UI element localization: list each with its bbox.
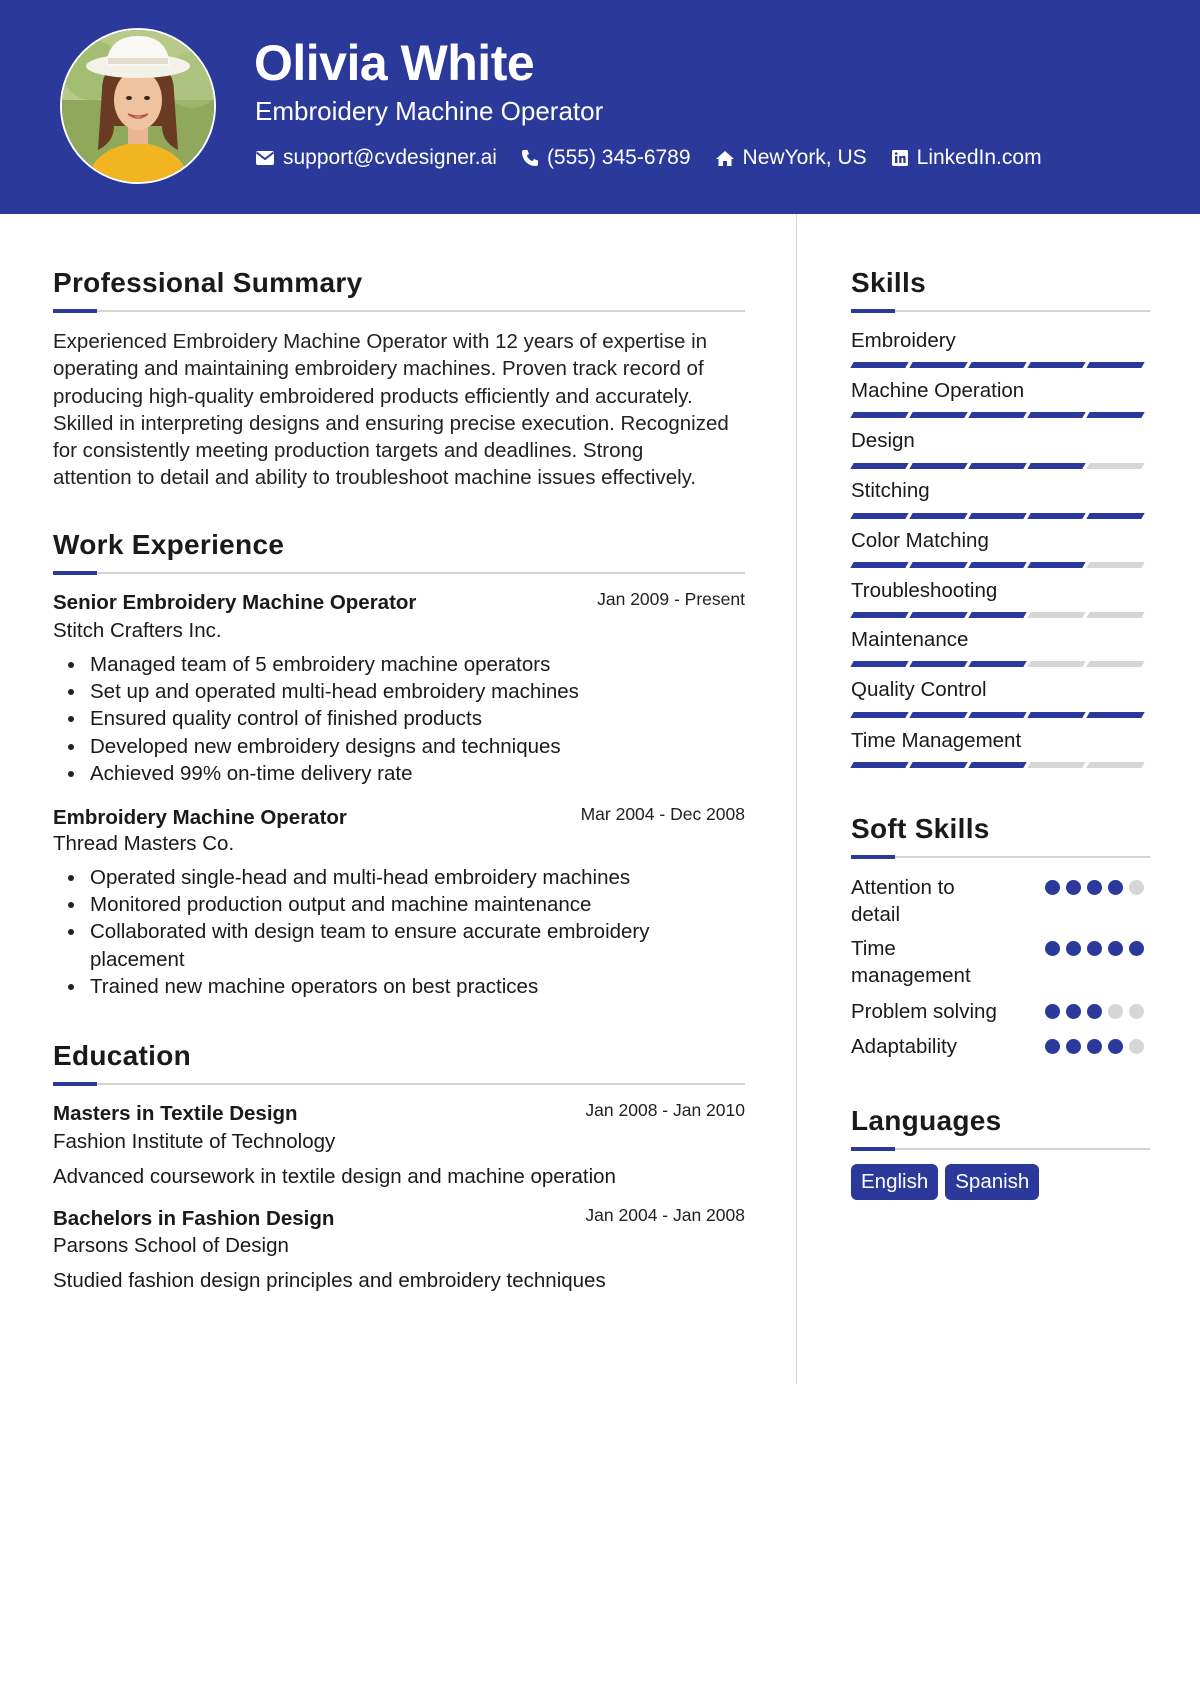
experience-rule: [53, 572, 745, 574]
education-heading: Education: [53, 1040, 192, 1071]
skill-segment: [1027, 762, 1085, 768]
skill-label: Maintenance: [851, 628, 969, 651]
contact-email[interactable]: [255, 146, 497, 170]
skill-segment: [1027, 712, 1085, 718]
school-name: Fashion Institute of Technology: [53, 1130, 336, 1153]
experience-heading: Work Experience: [53, 529, 285, 560]
linkedin-text: LinkedIn.com: [916, 146, 1042, 169]
language-tags: [851, 1164, 1046, 1200]
education-accent: [53, 1082, 97, 1086]
skill-segment: [1086, 562, 1144, 568]
envelope-icon: [255, 150, 275, 166]
skill-meter: [852, 612, 1147, 618]
soft-skill-rating: [1045, 941, 1150, 956]
summary-line: producing high-quality embroidered products efficiently and accurately.: [53, 384, 693, 408]
rating-dot: [1108, 1004, 1123, 1019]
skill-label: Stitching: [851, 479, 930, 502]
soft-skill-label: Time management: [851, 937, 971, 987]
skill-segment: [968, 463, 1026, 469]
rating-dot: [1066, 1004, 1081, 1019]
skill-segment: [1086, 362, 1144, 368]
skill-segment: [850, 412, 908, 418]
resume-header: [0, 0, 1200, 214]
soft-skill-label: Attention to detail: [851, 876, 955, 926]
skill-segment: [968, 762, 1026, 768]
languages-heading: Languages: [851, 1105, 1002, 1136]
skill-segment: [850, 712, 908, 718]
rating-dot: [1087, 1039, 1102, 1054]
skill-segment: [968, 562, 1026, 568]
rating-dot: [1108, 941, 1123, 956]
skill-segment: [968, 513, 1026, 519]
job-bullets: [53, 651, 750, 787]
job-role: Senior Embroidery Machine Operator: [53, 591, 417, 614]
skill-segment: [1027, 612, 1085, 618]
soft-skill-rating: [1045, 880, 1150, 895]
skill-segment: [909, 362, 967, 368]
skill-segment: [909, 412, 967, 418]
rating-dot: [1129, 1039, 1144, 1054]
skill-segment: [1086, 762, 1144, 768]
soft-skills-rule: [851, 856, 1150, 858]
skill-meter: [852, 463, 1147, 469]
soft-skill-rating: [1045, 1004, 1150, 1019]
candidate-title: Embroidery Machine Operator: [255, 96, 604, 126]
language-tag: Spanish: [945, 1164, 1039, 1200]
rating-dot: [1045, 1004, 1060, 1019]
rating-dot: [1087, 941, 1102, 956]
skill-segment: [850, 762, 908, 768]
job-bullet: Managed team of 5 embroidery machine operators: [90, 651, 750, 678]
skill-segment: [968, 612, 1026, 618]
linkedin-icon: [891, 149, 909, 167]
rating-dot: [1045, 941, 1060, 956]
phone-text: (555) 345-6789: [546, 146, 691, 169]
skills-rule: [851, 310, 1150, 312]
contact-info: [255, 146, 1066, 170]
contact-linkedin[interactable]: [891, 146, 1042, 170]
job-dates: Mar 2004 - Dec 2008: [580, 804, 745, 824]
skill-segment: [1027, 362, 1085, 368]
summary-accent: [53, 309, 97, 313]
skill-segment: [968, 712, 1026, 718]
skill-segment: [1027, 412, 1085, 418]
education-entry-header: [53, 1102, 745, 1128]
skill-segment: [1086, 712, 1144, 718]
job-bullets: [53, 864, 720, 1000]
phone-icon: [521, 149, 539, 167]
summary-line: Skilled in interpreting designs and ensuring precise execution. Recognized: [53, 411, 729, 435]
skill-meter: [852, 412, 1147, 418]
job-bullet: Operated single-head and multi-head embroidery machines: [90, 864, 720, 891]
skill-label: Quality Control: [851, 678, 987, 701]
skill-segment: [1027, 463, 1085, 469]
skill-label: Machine Operation: [851, 379, 1025, 402]
skills-heading: Skills: [851, 267, 926, 298]
job-bullet: Monitored production output and machine maintenance: [90, 891, 720, 918]
job-bullet: Trained new machine operators on best practices: [90, 973, 720, 1000]
education-entry-header: [53, 1207, 745, 1233]
skill-segment: [850, 362, 908, 368]
rating-dot: [1066, 1039, 1081, 1054]
skill-segment: [850, 612, 908, 618]
rating-dot: [1045, 1039, 1060, 1054]
skill-meter: [852, 362, 1147, 368]
skill-segment: [850, 562, 908, 568]
email-text: support@cvdesigner.ai: [283, 146, 497, 169]
skill-segment: [909, 762, 967, 768]
job-company: Stitch Crafters Inc.: [53, 619, 222, 642]
skill-meter: [852, 513, 1147, 519]
skill-segment: [1086, 661, 1144, 667]
skill-segment: [909, 463, 967, 469]
rating-dot: [1129, 880, 1144, 895]
job-bullet: Collaborated with design team to ensure accurate embroidery placement: [90, 918, 720, 972]
language-tag: English: [851, 1164, 938, 1200]
skill-segment: [968, 412, 1026, 418]
education-rule: [53, 1083, 745, 1085]
skill-segment: [850, 513, 908, 519]
skill-segment: [1027, 513, 1085, 519]
avatar: [60, 28, 216, 184]
contact-location: [715, 146, 867, 170]
skill-label: Design: [851, 429, 915, 452]
column-divider: [796, 214, 797, 1384]
skill-segment: [909, 712, 967, 718]
education-description: Advanced coursework in textile design and machine operation: [53, 1165, 616, 1188]
rating-dot: [1108, 1039, 1123, 1054]
summary-line: for consistently meeting production targets and deadlines. Strong: [53, 439, 644, 463]
languages-rule: [851, 1148, 1150, 1150]
skill-meter: [852, 762, 1147, 768]
rating-dot: [1129, 941, 1144, 956]
skill-label: Troubleshooting: [851, 579, 998, 602]
job-bullet: Achieved 99% on-time delivery rate: [90, 760, 750, 787]
skill-segment: [909, 513, 967, 519]
skill-segment: [1027, 661, 1085, 667]
profile-photo: [62, 30, 214, 182]
job-entry-header: [53, 806, 745, 832]
contact-phone[interactable]: [521, 146, 691, 170]
job-bullet: Set up and operated multi-head embroidery machines: [90, 678, 750, 705]
skill-label: Color Matching: [851, 529, 989, 552]
soft-skill-label: Adaptability: [851, 1035, 957, 1058]
summary-line: attention to detail and ability to troubleshoot machine issues effectively.: [53, 466, 697, 490]
summary-rule: [53, 310, 745, 312]
degree-title: Masters in Textile Design: [53, 1102, 298, 1125]
summary-line: operating and maintaining embroidery machines. Proven track record of: [53, 357, 704, 381]
job-dates: Jan 2009 - Present: [597, 589, 745, 609]
education-dates: Jan 2004 - Jan 2008: [585, 1205, 745, 1225]
skill-meter: [852, 562, 1147, 568]
job-company: Thread Masters Co.: [53, 832, 235, 855]
rating-dot: [1045, 880, 1060, 895]
degree-title: Bachelors in Fashion Design: [53, 1207, 335, 1230]
location-text: NewYork, US: [742, 146, 867, 169]
job-bullet: Ensured quality control of finished products: [90, 705, 750, 732]
rating-dot: [1108, 880, 1123, 895]
soft-skill-label: Problem solving: [851, 1000, 997, 1023]
home-icon: [715, 150, 735, 167]
soft-skills-accent: [851, 855, 895, 859]
summary-text: [53, 328, 745, 492]
education-dates: Jan 2008 - Jan 2010: [585, 1100, 745, 1120]
skill-label: Embroidery: [851, 329, 956, 352]
candidate-name: Olivia White: [254, 35, 535, 91]
languages-accent: [851, 1147, 895, 1151]
skill-label: Time Management: [851, 729, 1022, 752]
skill-segment: [850, 661, 908, 667]
rating-dot: [1129, 1004, 1144, 1019]
rating-dot: [1066, 880, 1081, 895]
education-description: Studied fashion design principles and embroidery techniques: [53, 1269, 606, 1292]
skills-accent: [851, 309, 895, 313]
skill-segment: [909, 661, 967, 667]
skill-segment: [1086, 463, 1144, 469]
skill-segment: [1086, 513, 1144, 519]
summary-line: Experienced Embroidery Machine Operator with 12 years of expertise in: [53, 330, 708, 353]
rating-dot: [1066, 941, 1081, 956]
skill-meter: [852, 712, 1147, 718]
experience-accent: [53, 571, 97, 575]
job-bullet: Developed new embroidery designs and techniques: [90, 733, 750, 760]
skill-meter: [852, 661, 1147, 667]
rating-dot: [1087, 880, 1102, 895]
skill-segment: [1086, 412, 1144, 418]
skill-segment: [909, 562, 967, 568]
skill-segment: [1027, 562, 1085, 568]
job-entry-header: [53, 591, 745, 617]
skill-segment: [1086, 612, 1144, 618]
skill-segment: [850, 463, 908, 469]
skill-segment: [909, 612, 967, 618]
soft-skill-rating: [1045, 1039, 1150, 1054]
school-name: Parsons School of Design: [53, 1234, 289, 1257]
rating-dot: [1087, 1004, 1102, 1019]
job-role: Embroidery Machine Operator: [53, 806, 347, 829]
skill-segment: [968, 362, 1026, 368]
soft-skills-heading: Soft Skills: [851, 813, 990, 844]
skill-segment: [968, 661, 1026, 667]
summary-heading: Professional Summary: [53, 267, 363, 298]
